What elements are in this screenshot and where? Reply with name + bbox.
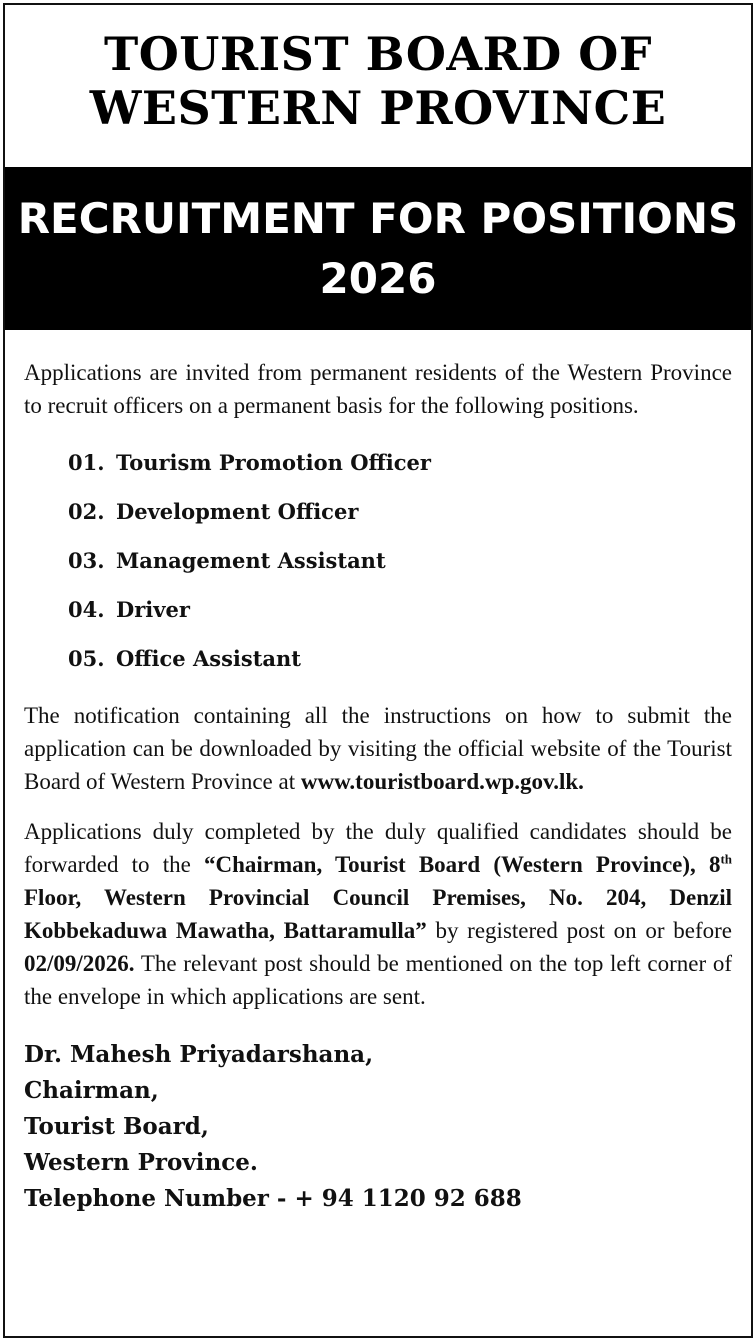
position-title: Driver [116,597,190,622]
submission-paragraph [24,815,732,1013]
position-number: 05. [68,646,105,671]
position-number: 02. [68,499,105,524]
recruitment-banner [5,167,751,330]
position-title: Tourism Promotion Officer [116,450,431,475]
submission-text: Applications duly completed by the duly qualified candidates should be forwarded to the [24,819,732,877]
positions-list [24,438,732,683]
list-item [68,487,732,536]
banner-year: 2026 [319,254,437,303]
website-link[interactable]: www.touristboard.wp.gov.lk. [300,769,584,794]
signatory-role: Chairman, [24,1077,159,1104]
list-item [68,585,732,634]
position-title: Office Assistant [116,646,301,671]
banner-line-1: RECRUITMENT FOR POSITIONS [17,194,739,243]
deadline-date: 02/09/2026. [24,951,135,976]
notification-paragraph [24,699,732,798]
position-number: 03. [68,548,105,573]
intro-paragraph: Applications are invited from permanent residents of the Western Province to recruit officers on a permanent basis for the following positions. [24,360,732,418]
submission-text: The relevant post should be mentioned on the top left corner of the envelope in which applications are sent. [24,951,732,1009]
signatory-region: Western Province. [24,1149,258,1176]
notification-text: The notification containing all the instructions on how to submit the application can be downloaded by visiting the official website of the Tourist Board of Western Province at [24,703,732,794]
list-item [68,536,732,585]
list-item [68,634,732,683]
position-number: 04. [68,597,105,622]
signatory-name: Dr. Mahesh Priyadarshana, [24,1041,374,1068]
list-item [68,438,732,487]
signature-block [24,1037,732,1217]
address-part: Floor, Western Provincial Council Premises, No. 204, Denzil Kobbekaduwa Mawatha, Battaramulla” [24,885,732,943]
telephone-number: Telephone Number - + 94 1120 92 688 [24,1185,522,1212]
board-title-line-2: WESTERN PROVINCE [89,81,667,135]
board-title-line-1: TOURIST BOARD OF [104,27,652,81]
signatory-organization: Tourist Board, [24,1113,209,1140]
advertisement-frame [3,3,753,1338]
notice-body [5,330,751,1217]
submission-text: by registered post on or before [426,918,732,943]
address-part: “Chairman, Tourist Board (Western Province), 8 [204,852,721,877]
floor-superscript: th [720,851,733,867]
position-title: Management Assistant [116,548,386,573]
position-title: Development Officer [116,499,359,524]
position-number: 01. [68,450,105,475]
board-title [5,5,751,145]
